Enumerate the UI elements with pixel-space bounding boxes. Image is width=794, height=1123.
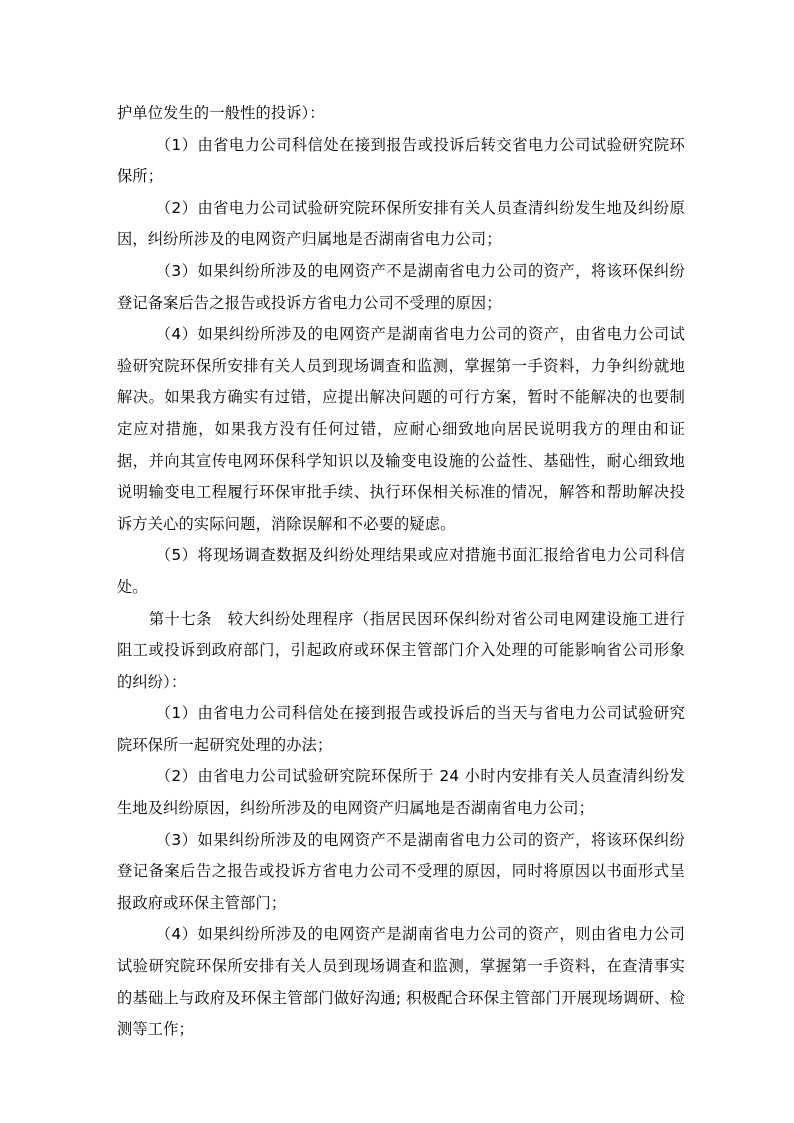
paragraph-item-5: （5）将现场调查数据及纠纷处理结果或应对措施书面汇报给省电力公司科信处。 [117,546,685,596]
paragraph-item-1b: （1）由省电力公司科信处在接到报告或投诉后的当天与省电力公司试验研究院环保所一起研究处理的办法； [117,704,685,754]
article-17: 第十七条 较大纠纷处理程序（指居民因环保纠纷对省公司电网建设施工进行阻工或投诉到政府部门，引起政府或环保主管部门介入处理的可能影响省公司形象的纠纷）： [117,609,685,691]
paragraph-item-2b: （2）由省电力公司试验研究院环保所于 24 小时内安排有关人员查清纠纷发生地及纠纷原因，纠纷所涉及的电网资产归属地是否湖南省电力公司； [117,767,685,818]
paragraph-item-2: （2）由省电力公司试验研究院环保所安排有关人员查清纠纷发生地及纠纷原因，纠纷所涉及的电网资产归属地是否湖南省电力公司； [117,198,685,249]
paragraph-item-3: （3）如果纠纷所涉及的电网资产不是湖南省电力公司的资产，将该环保纠纷登记备案后告之报告或投诉方省电力公司不受理的原因； [117,261,685,312]
paragraph-item-4: （4）如果纠纷所涉及的电网资产是湖南省电力公司的资产，由省电力公司试验研究院环保所安排有关人员到现场调查和监测，掌握第一手资料，力争纠纷就地解决。如果我方确实有过错，应提出解决问题的可行方案，暂时不能解决的也要制定应对措施，如果我方没有任何过错，应耐心细致地向居民说明我方的理由和证据，并向其宣传电网环保科学知识以及输变电设施的公益性、基础性，耐心细致地说明输变电工程履行环保审批手续、执行环保相关标准的情况，解答和帮助解决投诉方关心的实际问题，消除误解和不必要的疑虑。 [117,325,685,533]
paragraph-item-4b: （4）如果纠纷所涉及的电网资产是湖南省电力公司的资产，则由省电力公司试验研究院环保所安排有关人员到现场调查和监测，掌握第一手资料，在查清事实的基础上与政府及环保主管部门做好沟通; 积极配合环保主管部门开展现场调研、检测等工作； [117,925,685,1039]
paragraph-item-1: （1）由省电力公司科信处在接到报告或投诉后转交省电力公司试验研究院环保所； [117,135,685,186]
paragraph-item-3b: （3）如果纠纷所涉及的电网资产不是湖南省电力公司的资产，将该环保纠纷登记备案后告之报告或投诉方省电力公司不受理的原因，同时将原因以书面形式呈报政府或环保主管部门； [117,830,685,912]
paragraph-continuation: 护单位发生的一般性的投诉）： [117,104,325,122]
document-body [117,98,685,1046]
